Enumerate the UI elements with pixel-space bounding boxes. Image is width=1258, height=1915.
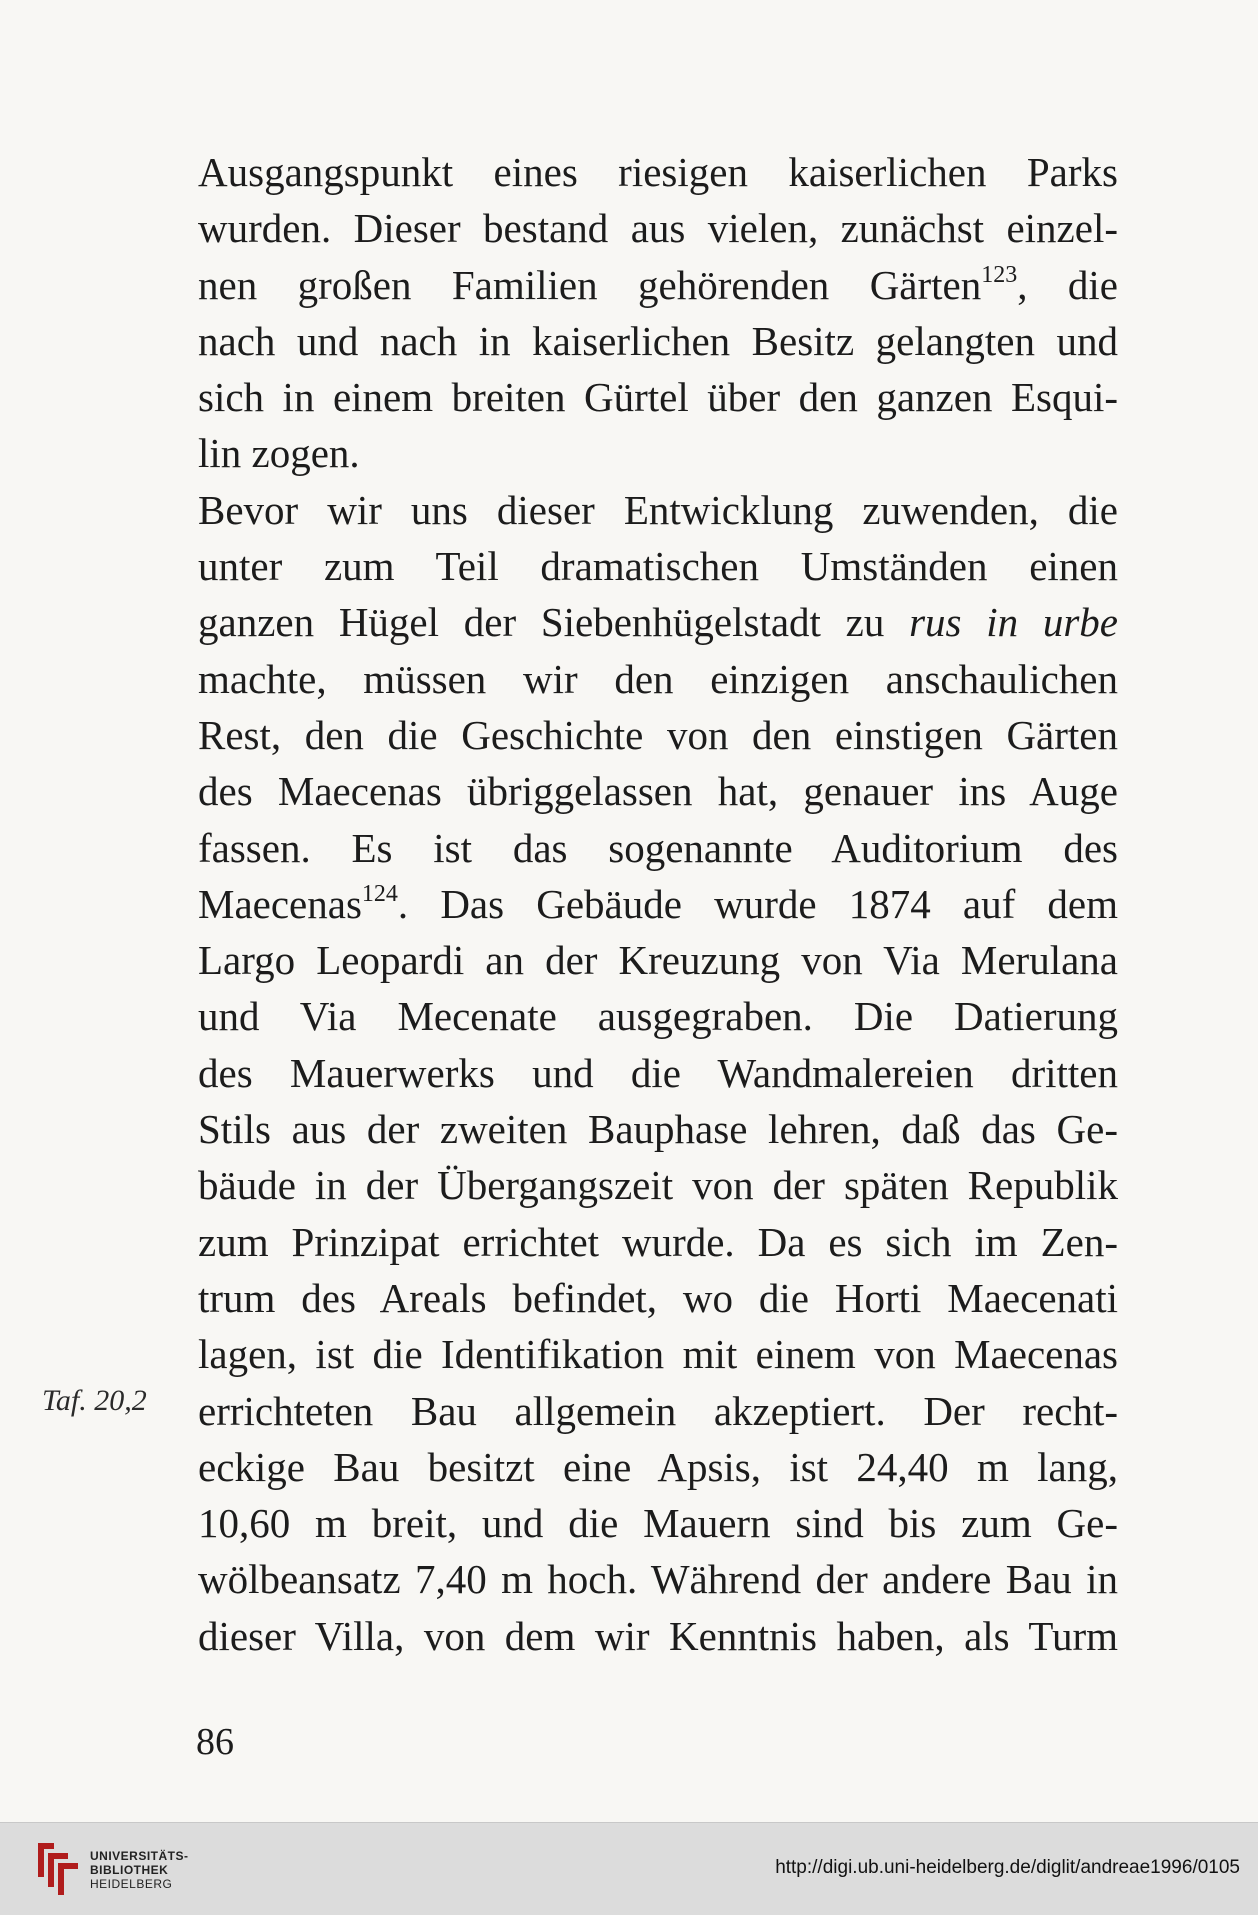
text-line: zum Prinzipat errichtet wurde. Da es sich im Zen- bbox=[198, 1218, 1118, 1265]
library-logo-icon bbox=[24, 1837, 82, 1899]
text-line: Stils aus der zweiten Bauphase lehren, daß das Ge- bbox=[198, 1106, 1118, 1153]
text-line: Largo Leopardi an der Kreuzung von Via Merulana bbox=[198, 937, 1118, 984]
library-name-line: BIBLIOTHEK bbox=[90, 1863, 169, 1877]
library-name-line: HEIDELBERG bbox=[90, 1877, 173, 1891]
text-segment: , die bbox=[1017, 261, 1118, 308]
page-number: 86 bbox=[196, 1721, 234, 1763]
text-line: des Maecenas übriggelassen hat, genauer ins Auge bbox=[198, 768, 1118, 815]
text-line: unter zum Teil dramatischen Umständen einen bbox=[198, 543, 1118, 590]
text-line: wurden. Dieser bestand aus vielen, zunächst einzel- bbox=[198, 205, 1118, 252]
text-line: Rest, den die Geschichte von den einstigen Gärten bbox=[198, 711, 1118, 758]
footer-bar bbox=[0, 1822, 1258, 1915]
text-line: dieser Villa, von dem wir Kenntnis haben, als Turm bbox=[198, 1612, 1118, 1659]
margin-note: Taf. 20,2 bbox=[42, 1384, 147, 1417]
footnote-marker[interactable]: 123 bbox=[981, 261, 1018, 288]
text-line: fassen. Es ist das sogenannte Auditorium des bbox=[198, 824, 1118, 871]
footnote-marker[interactable]: 124 bbox=[361, 880, 398, 907]
text-line: sich in einem breiten Gürtel über den ganzen Esqui- bbox=[198, 374, 1118, 421]
text-line: eckige Bau besitzt eine Apsis, ist 24,40 m lang, bbox=[198, 1443, 1118, 1490]
source-url[interactable]: http://digi.ub.uni-heidelberg.de/diglit/andreae1996/0105 bbox=[775, 1857, 1240, 1878]
text-segment: Maecenas bbox=[198, 880, 362, 927]
text-line: und Via Mecenate ausgegraben. Die Datierung bbox=[198, 993, 1118, 1040]
text-line: Bevor wir uns dieser Entwicklung zuwenden, die bbox=[198, 486, 1118, 533]
library-name-line: UNIVERSITÄTS- bbox=[90, 1849, 189, 1863]
text-line bbox=[198, 257, 1118, 313]
text-line: Ausgangspunkt eines riesigen kaiserlichen Parks bbox=[198, 149, 1118, 195]
italic-phrase: rus in urbe bbox=[909, 599, 1119, 646]
text-line: des Mauerwerks und die Wandmalereien dritten bbox=[198, 1049, 1118, 1096]
text-line bbox=[198, 876, 1118, 932]
body-text bbox=[198, 144, 1118, 1664]
text-line: trum des Areals befindet, wo die Horti Maecenati bbox=[198, 1274, 1118, 1321]
text-line: lin zogen. bbox=[198, 430, 360, 477]
text-line bbox=[198, 594, 1118, 650]
text-line: machte, müssen wir den einzigen anschaulichen bbox=[198, 655, 1118, 702]
text-line: errichteten Bau allgemein akzeptiert. Der recht- bbox=[198, 1387, 1118, 1434]
text-line: 10,60 m breit, und die Mauern sind bis zum Ge- bbox=[198, 1500, 1118, 1547]
text-line: wölbeansatz 7,40 m hoch. Während der andere Bau in bbox=[198, 1556, 1118, 1603]
text-line: nach und nach in kaiserlichen Besitz gelangten und bbox=[198, 317, 1118, 364]
text-segment: nen großen Familien gehörenden Gärten bbox=[198, 261, 982, 308]
text-line: lagen, ist die Identifikation mit einem von Maecenas bbox=[198, 1331, 1118, 1378]
text-line: bäude in der Übergangszeit von der späten Republik bbox=[198, 1162, 1118, 1209]
text-segment: . Das Gebäude wurde 1874 auf dem bbox=[397, 880, 1118, 927]
text-segment: ganzen Hügel der Siebenhügelstadt zu bbox=[198, 599, 910, 646]
library-name bbox=[90, 1849, 189, 1891]
